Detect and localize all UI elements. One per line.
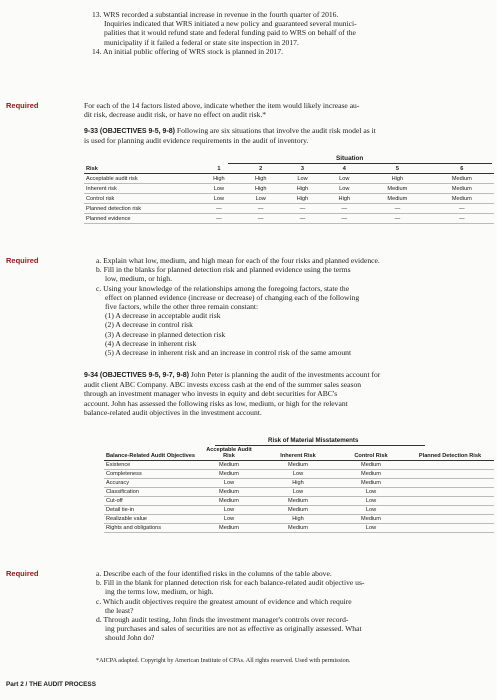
col-inherent-risk: Inherent Risk: [260, 446, 336, 461]
table-row: Planned detection risk — — — — — —: [84, 204, 494, 214]
col-objectives: Balance-Related Audit Objectives: [104, 446, 198, 461]
col-3: 3: [282, 165, 324, 174]
situation-rule: [228, 163, 492, 164]
required-label-3: Required: [6, 569, 39, 578]
table-row: Acceptable audit risk High High Low Low High Medium: [84, 174, 494, 184]
objectives-table: [104, 446, 494, 533]
table-row: Completeness Medium Low Medium: [104, 470, 494, 479]
item-14: 14. An initial public offering of WRS stock is planned in 2017.: [92, 46, 284, 56]
item-13: 13. WRS recorded a substantial increase in revenue in the fourth quarter of 2016. Inquiries indicated that WRS initiated a new policy and guaranteed several munici- palities that it would refund state and federal funding paid to WRS on behalf of the municipality if it failed a federal or state site inspection in 2017. 14. An initial public offering of WRS stock is planned in 2017.: [92, 10, 357, 56]
table-row: Realizable value Low High Medium: [104, 515, 494, 524]
col-control-risk: Control Risk: [336, 446, 406, 461]
problem-objectives: (OBJECTIVES 9-5, 9-8): [99, 128, 175, 135]
table-row: Detail tie-in Low Medium Low: [104, 506, 494, 515]
risk-group-label: Risk of Material Misstatements: [268, 437, 359, 444]
table-row: Accuracy Low High Medium: [104, 479, 494, 488]
table-row: Planned evidence — — — — — —: [84, 214, 494, 224]
col-4: 4: [323, 165, 365, 174]
objectives-header-row: [104, 446, 494, 461]
required-text-1: For each of the 14 factors listed above, indicate whether the item would likely increase au- dit risk, decrease audit risk, or have no effect on audit risk.*: [84, 101, 360, 120]
required-label-1: Required: [6, 101, 39, 110]
col-planned-detection: Planned Detection Risk: [406, 446, 494, 461]
problem-9-34-intro: 9-34 (OBJECTIVES 9-5, 9-7, 9-8) John Peter is planning the audit of the investments account for audit client ABC Company. ABC invests excess cash at the end of the summer sales season through an investment manager who invests in equity and debt securities for ABC's account. John has assessed the following risks as low, medium, or high for the relevant balance-related audit objectives in the investment account.: [84, 370, 381, 417]
table-row: Cut-off Medium Medium Low: [104, 497, 494, 506]
col-1: 1: [198, 165, 240, 174]
col-2: 2: [240, 165, 282, 174]
situation-table: [84, 165, 494, 224]
col-5: 5: [365, 165, 429, 174]
problem-number: 9-33: [84, 128, 99, 135]
table-row: Rights and obligations Medium Medium Low: [104, 524, 494, 533]
page-footer: Part 2 / THE AUDIT PROCESS: [6, 681, 96, 688]
problem-number: 9-34: [84, 372, 99, 379]
required-label-2: Required: [6, 256, 39, 265]
table-row: Existence Medium Medium Medium: [104, 461, 494, 470]
problem-objectives: (OBJECTIVES 9-5, 9-7, 9-8): [99, 372, 190, 379]
problem-9-34-required: a. Describe each of the four identified risks in the columns of the table above. b. Fill in the blank for planned detection risk for each balance-related audit objective us- ing the terms low, medium, or high. c. Which audit objectives require the greatest amount of evidence and which require the least? d. Through audit testing, John finds the investment manager's controls over record- ing purchases and sales of securities are not as effective as originally assessed. What should John do?: [96, 569, 365, 643]
col-risk: Risk: [84, 165, 198, 174]
situation-label: Situation: [336, 155, 364, 162]
situation-header-row: [84, 165, 494, 174]
copyright-note: *AICPA adapted. Copyright by American Institute of CPAs. All rights reserved. Used with permission.: [96, 657, 351, 664]
problem-9-33-required: a. Explain what low, medium, and high mean for each of the four risks and planned evidence. b. Fill in the blanks for planned detection risk and planned evidence using the terms low, medium, or high. c. Using your knowledge of the relationships among the foregoing factors, state the effect on planned evidence (increase or decrease) of changing each of the following five factors, while the other three remain constant: (1) A decrease in acceptable audit risk (2) A decrease in control risk (3) A decrease in planned detection risk (4) A decrease in inherent risk (5) A decrease in inherent risk and an increase in control risk of the same amount: [96, 256, 380, 358]
problem-9-33-intro: 9-33 (OBJECTIVES 9-5, 9-8) Following are six situations that involve the audit risk model as it is used for planning audit evidence requirements in the audit of inventory.: [84, 126, 376, 146]
table-row: Inherent risk Low High High Low Medium Medium: [84, 184, 494, 194]
col-6: 6: [430, 165, 494, 174]
table-row: Classification Medium Low Low: [104, 488, 494, 497]
col-acceptable-risk: Acceptable Audit Risk: [198, 446, 260, 461]
table-row: Control risk Low Low High High Medium Medium: [84, 194, 494, 204]
